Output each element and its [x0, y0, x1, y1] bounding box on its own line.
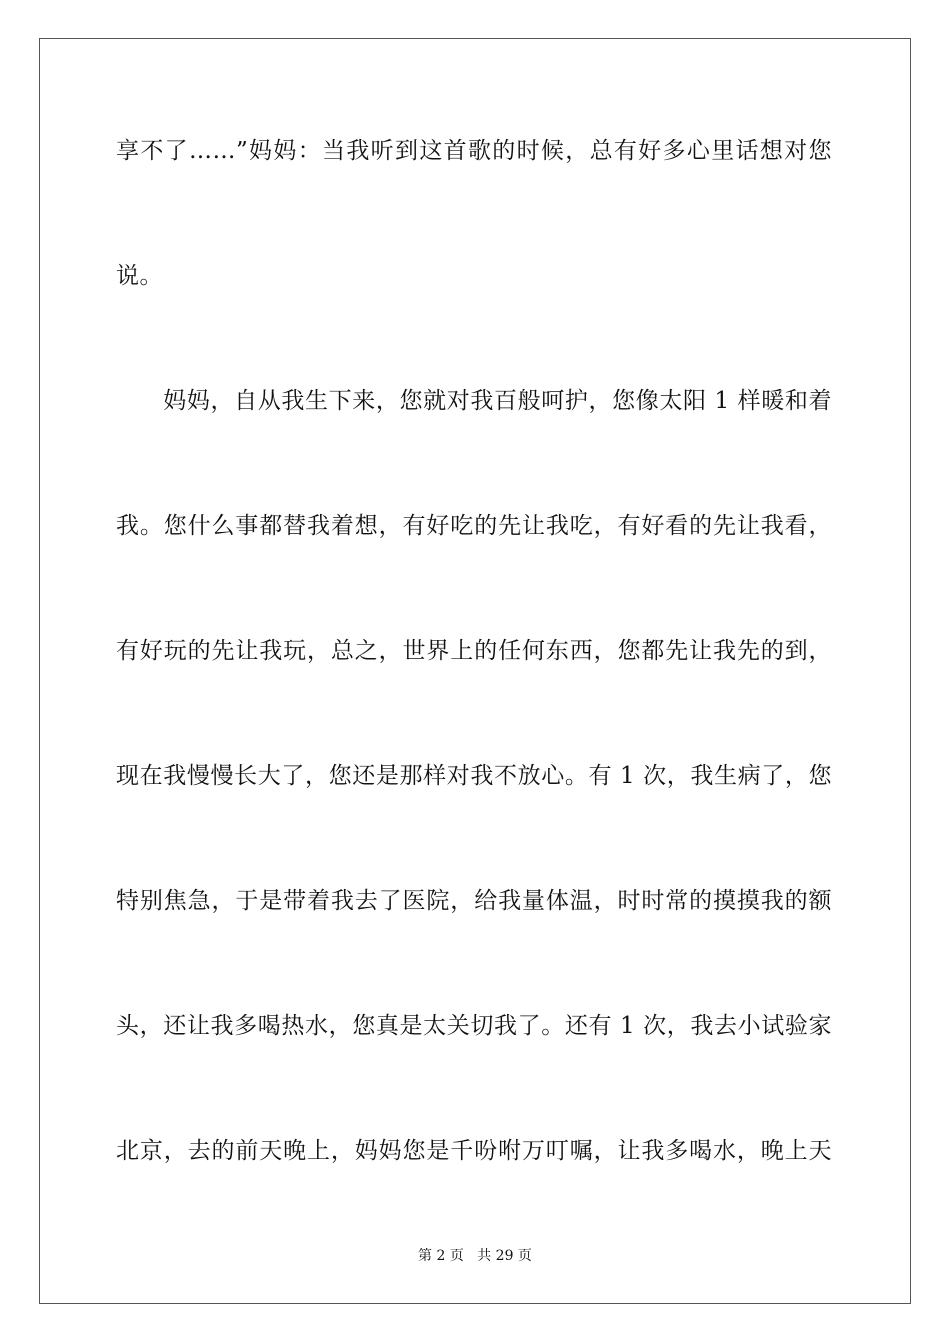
paragraph-line-4: 我。您什么事都替我着想，有好吃的先让我吃，有好看的先让我看， [116, 513, 832, 539]
total-pages: 共 29 页 [477, 1248, 532, 1264]
paragraph-line-3: 妈妈，自从我生下来，您就对我百般呵护，您像太阳 1 样暖和着 [116, 388, 832, 414]
paragraph-line-9: 北京，去的前天晚上，妈妈您是千吩咐万叮嘱，让我多喝水，晚上天 [116, 1138, 832, 1164]
paragraph-line-5: 有好玩的先让我玩，总之，世界上的任何东西，您都先让我先的到， [116, 638, 832, 664]
paragraph-line-6: 现在我慢慢长大了，您还是那样对我不放心。有 1 次，我生病了，您 [116, 763, 832, 789]
paragraph-line-8: 头，还让我多喝热水，您真是太关切我了。还有 1 次，我去小试验家 [116, 1013, 832, 1039]
paragraph-line-2: 说。 [116, 263, 163, 289]
page-footer [0, 1247, 950, 1265]
paragraph-line-1: 享不了……”妈妈：当我听到这首歌的时候，总有好多心里话想对您 [116, 138, 832, 164]
page-number: 第 2 页 [418, 1248, 464, 1264]
paragraph-line-7: 特别焦急，于是带着我去了医院，给我量体温，时时常的摸摸我的额 [116, 888, 832, 914]
page-border [39, 38, 911, 1304]
